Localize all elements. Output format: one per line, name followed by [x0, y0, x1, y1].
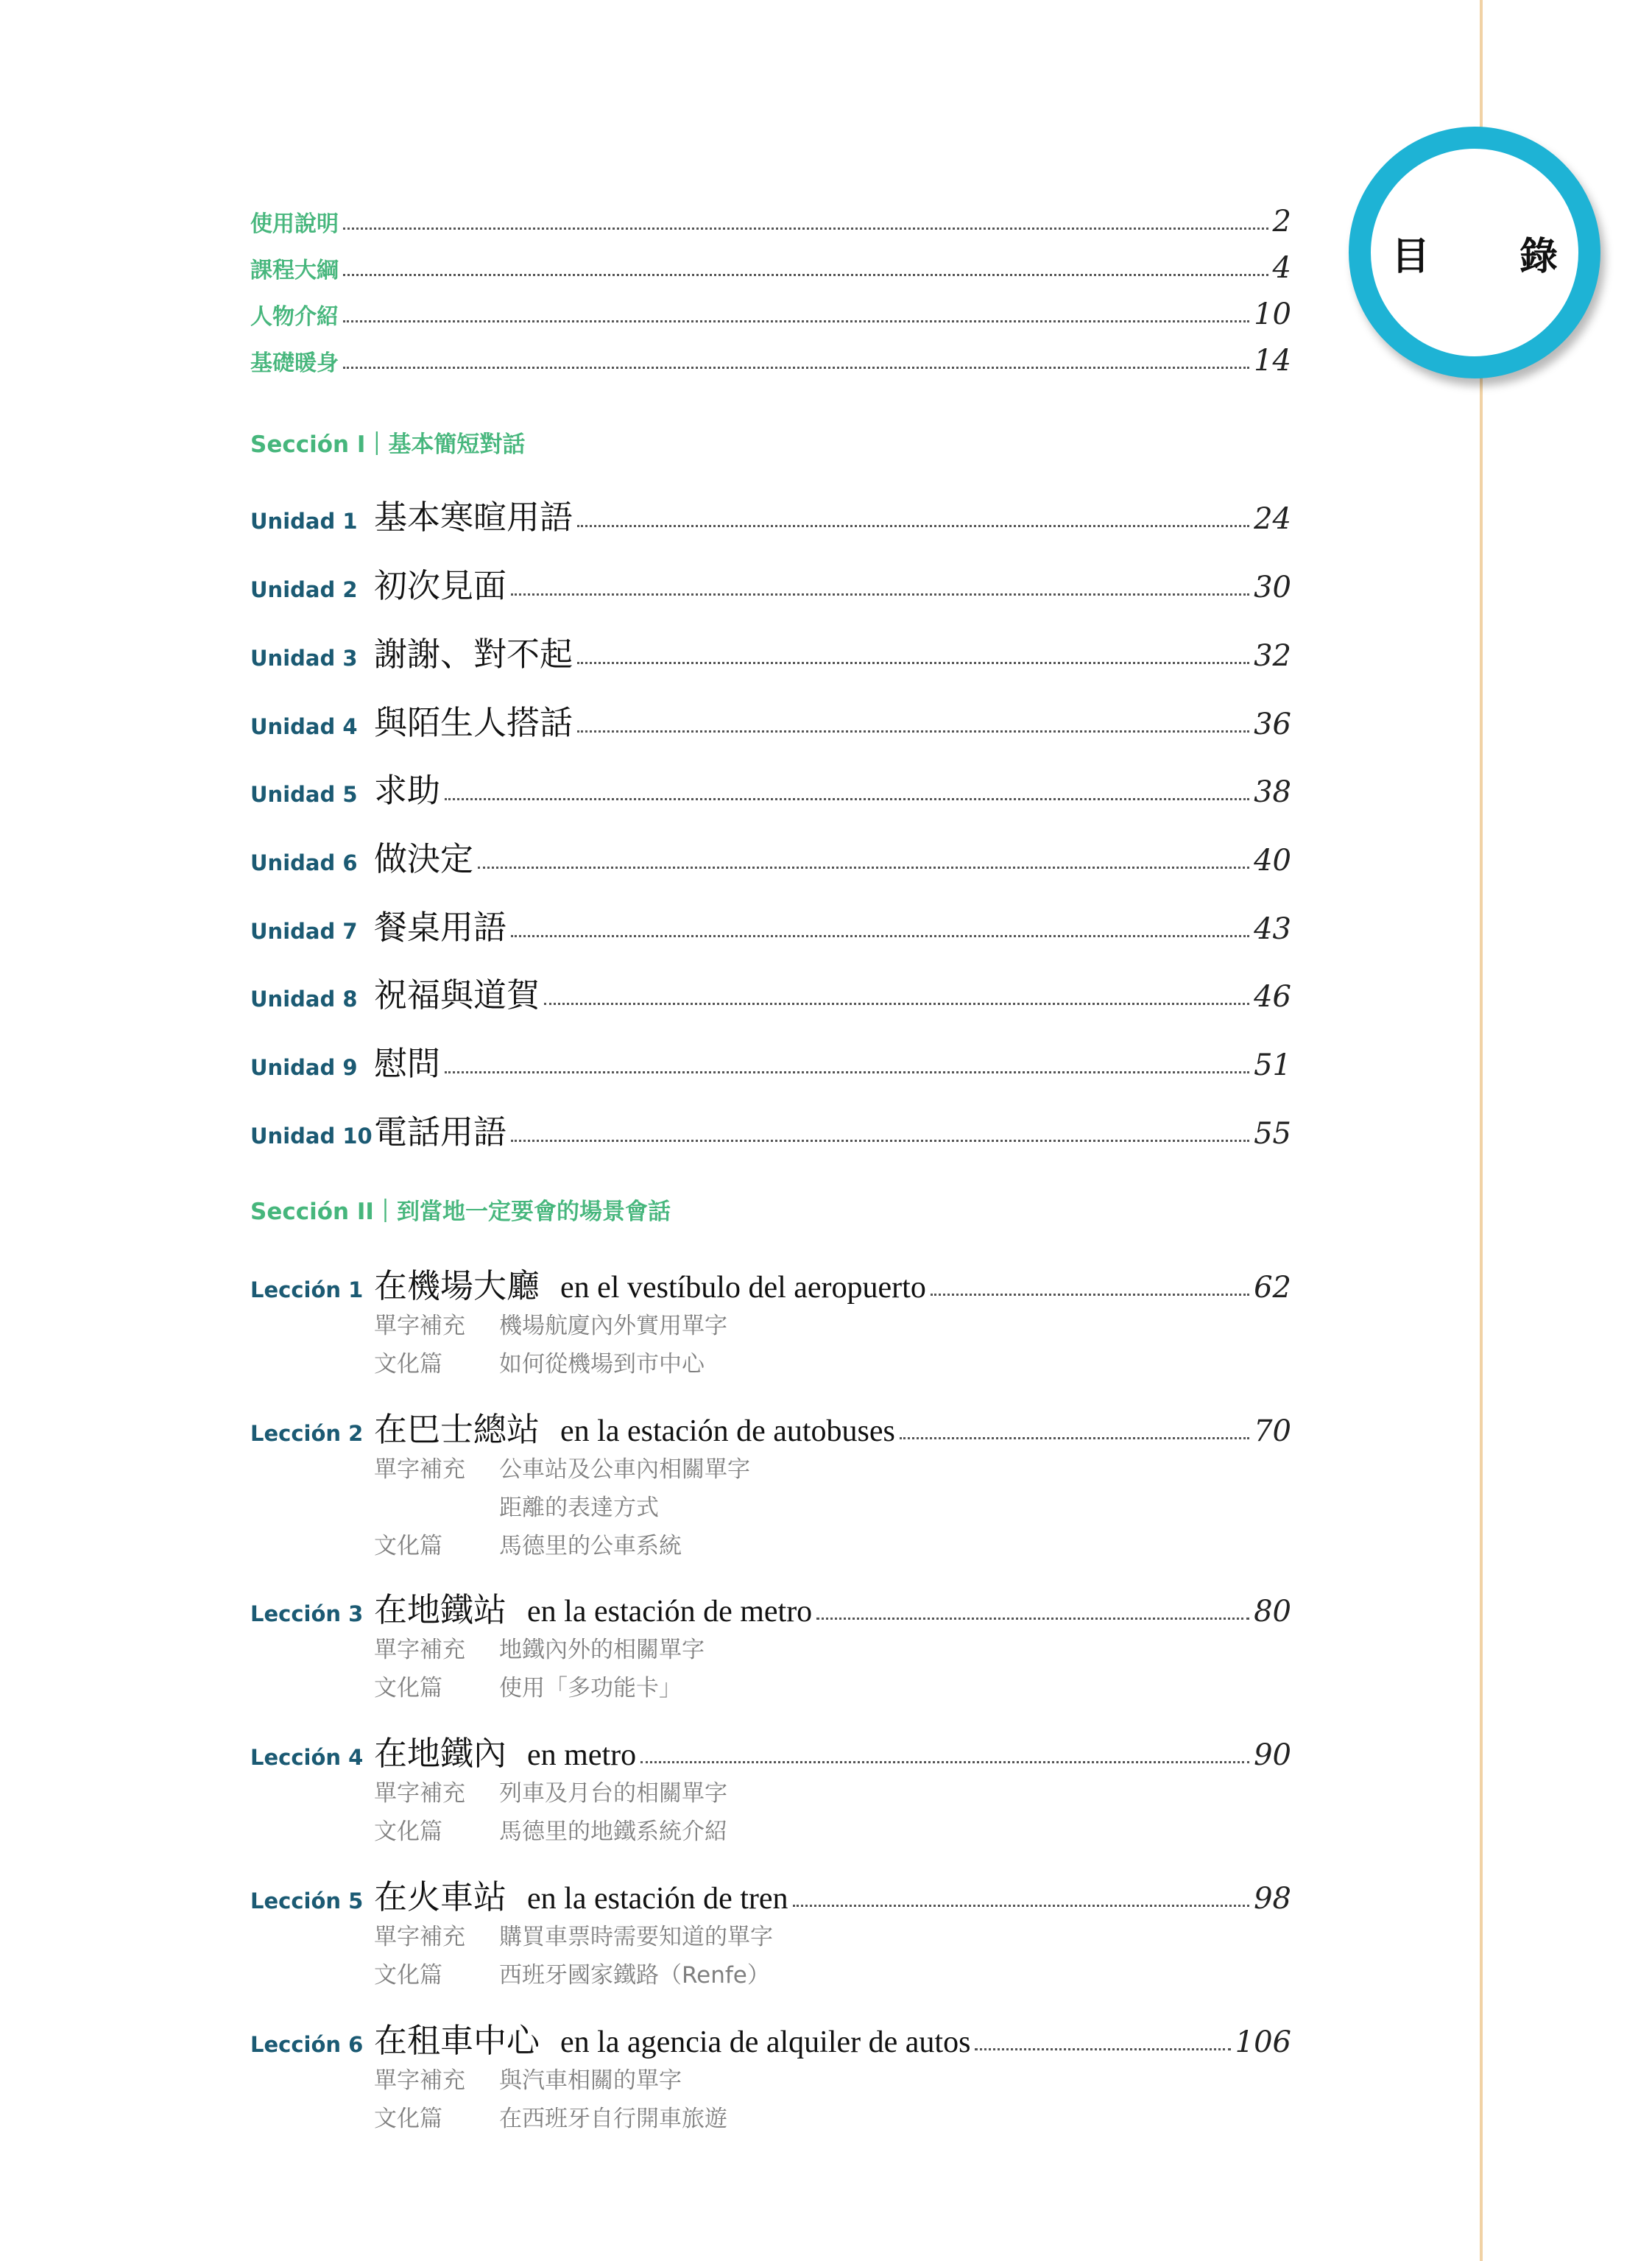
- lesson-label: Lección 4: [250, 1745, 364, 1770]
- lesson-title-row[interactable]: [250, 1403, 1291, 1450]
- unit-title: 基本寒暄用語: [374, 498, 573, 537]
- dot-leader: [511, 935, 1249, 937]
- culture-item: 馬德里的公車系統: [499, 1533, 682, 1559]
- page-number: 43: [1254, 912, 1291, 946]
- dot-leader: [816, 1618, 1249, 1620]
- lesson-vocab: [374, 2061, 1291, 2100]
- vocab-item: 列車及月台的相關單字: [499, 1780, 727, 1807]
- dot-leader: [478, 867, 1249, 869]
- culture-label: 文化篇: [374, 1675, 442, 1701]
- vocab-item: 機場航廈內外實用單字: [499, 1313, 727, 1339]
- toc-badge-title: 目 錄: [1391, 234, 1597, 279]
- dot-leader: [343, 274, 1268, 276]
- lesson-title-row[interactable]: [250, 1726, 1291, 1774]
- page-number: 10: [1254, 297, 1291, 331]
- lesson-culture: [374, 1669, 1291, 1707]
- dot-leader: [445, 798, 1249, 800]
- vocab-label: 單字補充: [374, 1924, 465, 1950]
- lesson-title: 在地鐵站: [374, 1590, 507, 1629]
- page-number: 46: [1254, 980, 1291, 1014]
- toc-entry-unit[interactable]: [250, 559, 1291, 607]
- page-number: 2: [1272, 205, 1291, 239]
- unit-label: Unidad 4: [250, 714, 358, 739]
- lesson-spanish-title: en el vestíbulo del aeropuerto: [560, 1271, 926, 1305]
- toc-entry-intro[interactable]: [250, 344, 1291, 378]
- vocab-label: 單字補充: [374, 1780, 465, 1807]
- section-heading-1: Sección I｜基本簡短對話: [250, 431, 526, 458]
- entry-title: 人物介紹: [250, 304, 339, 330]
- lesson-culture: [374, 2100, 1291, 2138]
- culture-item: 使用「多功能卡」: [499, 1675, 682, 1701]
- culture-label: 文化篇: [374, 2106, 442, 2132]
- toc-entry-lesson: [250, 1403, 1291, 1565]
- lesson-culture: [374, 1527, 1291, 1565]
- lesson-spanish-title: en metro: [527, 1738, 637, 1772]
- page-number: 70: [1254, 1414, 1291, 1448]
- dot-leader: [343, 227, 1268, 230]
- unit-title: 餐桌用語: [374, 908, 507, 947]
- dot-leader: [577, 730, 1249, 733]
- toc-entry-unit[interactable]: [250, 627, 1291, 675]
- lesson-vocab: [374, 1918, 1291, 1956]
- culture-label: 文化篇: [374, 1819, 442, 1845]
- vocab-label: 單字補充: [374, 1313, 465, 1339]
- vocab-item: 與汽車相關的單字: [499, 2067, 682, 2094]
- page-number: 98: [1254, 1882, 1291, 1916]
- toc-entry-intro[interactable]: [250, 205, 1291, 239]
- unit-title: 謝謝、對不起: [374, 635, 573, 674]
- lesson-title: 在巴士總站: [374, 1410, 540, 1449]
- dot-leader: [975, 2048, 1230, 2050]
- toc-entry-lesson: [250, 1583, 1291, 1707]
- vocab-label: 單字補充: [374, 1637, 465, 1663]
- dot-leader: [343, 320, 1249, 322]
- culture-item: 西班牙國家鐵路（Renfe）: [499, 1962, 770, 1989]
- toc-entry-unit[interactable]: [250, 900, 1291, 948]
- lesson-title-row[interactable]: [250, 1870, 1291, 1918]
- unit-label: Unidad 1: [250, 509, 358, 534]
- toc-entry-intro[interactable]: [250, 251, 1291, 285]
- lesson-culture: [374, 1956, 1291, 1994]
- page-number: 40: [1254, 844, 1291, 878]
- dot-leader: [640, 1761, 1249, 1763]
- unit-title: 電話用語: [374, 1112, 507, 1151]
- toc-entry-unit[interactable]: [250, 1037, 1291, 1084]
- unit-title: 與陌生人搭話: [374, 703, 573, 742]
- unit-title: 祝福與道賀: [374, 976, 540, 1015]
- lesson-label: Lección 5: [250, 1888, 364, 1913]
- vocab-label: 單字補充: [374, 1456, 465, 1483]
- dot-leader: [544, 1003, 1249, 1005]
- toc-entry-unit[interactable]: [250, 763, 1291, 811]
- entry-title: 基礎暖身: [250, 350, 339, 376]
- page-number: 106: [1235, 2025, 1291, 2059]
- toc-badge: [1349, 127, 1600, 378]
- toc-entry-lesson: [250, 1259, 1291, 1383]
- toc-entry-intro[interactable]: [250, 297, 1291, 331]
- dot-leader: [931, 1294, 1249, 1296]
- lesson-vocab: [374, 1631, 1291, 1669]
- lesson-label: Lección 3: [250, 1601, 364, 1626]
- toc-entry-lesson: [250, 1870, 1291, 1994]
- page-number: 51: [1254, 1048, 1291, 1082]
- dot-leader: [577, 662, 1249, 664]
- toc-entry-unit[interactable]: [250, 968, 1291, 1016]
- culture-label: 文化篇: [374, 1533, 442, 1559]
- lesson-culture: [374, 1345, 1291, 1383]
- lesson-vocab: [374, 1307, 1291, 1345]
- dot-leader: [343, 367, 1249, 369]
- toc-entry-unit[interactable]: [250, 696, 1291, 744]
- lesson-title: 在地鐵內: [374, 1734, 507, 1773]
- unit-label: Unidad 7: [250, 919, 358, 944]
- page-number: 24: [1254, 502, 1291, 536]
- page-number: 80: [1254, 1595, 1291, 1629]
- toc-entry-lesson: [250, 2014, 1291, 2138]
- unit-label: Unidad 6: [250, 850, 358, 875]
- lesson-title-row[interactable]: [250, 1583, 1291, 1631]
- culture-item: 如何從機場到市中心: [499, 1351, 705, 1378]
- unit-label: Unidad 10: [250, 1124, 373, 1149]
- vocab-item: 距離的表達方式: [499, 1495, 659, 1521]
- lesson-spanish-title: en la agencia de alquiler de autos: [560, 2025, 971, 2059]
- lesson-culture: [374, 1813, 1291, 1851]
- vocab-item: 公車站及公車內相關單字: [499, 1456, 750, 1483]
- lesson-title-row[interactable]: [250, 2014, 1291, 2061]
- culture-label: 文化篇: [374, 1962, 442, 1989]
- toc-entry-unit[interactable]: [250, 1105, 1291, 1153]
- entry-title: 使用說明: [250, 211, 339, 237]
- page-number: 32: [1254, 639, 1291, 673]
- culture-label: 文化篇: [374, 1351, 442, 1378]
- entry-title: 課程大綱: [250, 258, 339, 283]
- page-number: 55: [1254, 1117, 1291, 1151]
- dot-leader: [511, 593, 1249, 596]
- culture-item: 馬德里的地鐵系統介紹: [499, 1819, 727, 1845]
- vocab-label: 單字補充: [374, 2067, 465, 2094]
- dot-leader: [793, 1905, 1250, 1907]
- lesson-vocab: [374, 1774, 1291, 1813]
- lesson-label: Lección 6: [250, 2032, 364, 2057]
- lesson-label: Lección 1: [250, 1277, 364, 1302]
- toc-entry-unit[interactable]: [250, 832, 1291, 880]
- page-number: 62: [1254, 1271, 1291, 1305]
- lesson-spanish-title: en la estación de metro: [527, 1595, 813, 1629]
- lesson-spanish-title: en la estación de tren: [527, 1882, 788, 1916]
- vocab-item: 購買車票時需要知道的單字: [499, 1924, 773, 1950]
- page-number: 14: [1254, 344, 1291, 378]
- unit-title: 初次見面: [374, 566, 507, 605]
- lesson-label: Lección 2: [250, 1421, 364, 1446]
- unit-label: Unidad 9: [250, 1055, 358, 1080]
- page-number: 36: [1254, 708, 1291, 741]
- toc-entry-lesson: [250, 1726, 1291, 1851]
- page-number: 90: [1254, 1738, 1291, 1772]
- vocab-item: 地鐵內外的相關單字: [499, 1637, 705, 1663]
- dot-leader: [511, 1140, 1249, 1142]
- unit-title: 求助: [374, 771, 441, 810]
- lesson-title: 在租車中心: [374, 2021, 540, 2060]
- page-number: 38: [1254, 775, 1291, 809]
- unit-title: 做決定: [374, 839, 474, 878]
- unit-label: Unidad 5: [250, 782, 358, 807]
- unit-label: Unidad 3: [250, 646, 358, 671]
- dot-leader: [445, 1071, 1249, 1073]
- page-number: 30: [1254, 571, 1291, 604]
- unit-label: Unidad 2: [250, 577, 358, 602]
- unit-title: 慰問: [374, 1044, 441, 1083]
- lesson-title: 在機場大廳: [374, 1266, 540, 1305]
- dot-leader: [900, 1437, 1249, 1439]
- lesson-vocab: [374, 1450, 1291, 1527]
- unit-label: Unidad 8: [250, 987, 358, 1012]
- section-heading-2: Sección II｜到當地一定要會的場景會話: [250, 1199, 671, 1225]
- lesson-title-row[interactable]: [250, 1259, 1291, 1307]
- culture-item: 在西班牙自行開車旅遊: [499, 2106, 727, 2132]
- page-number: 4: [1272, 251, 1291, 285]
- toc-entry-unit[interactable]: [250, 490, 1291, 538]
- dot-leader: [577, 525, 1249, 527]
- lesson-spanish-title: en la estación de autobuses: [560, 1414, 895, 1448]
- lesson-title: 在火車站: [374, 1877, 507, 1916]
